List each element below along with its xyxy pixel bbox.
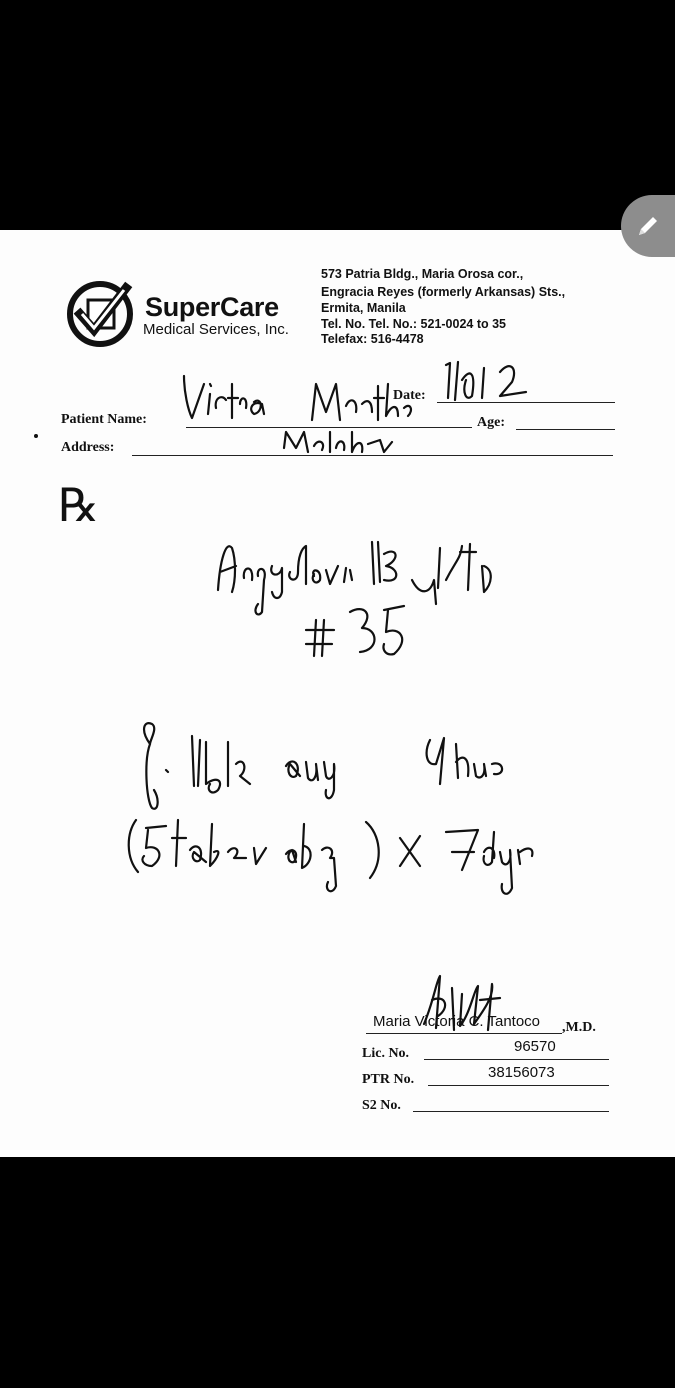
- date-label: Date:: [393, 388, 426, 403]
- ptr-line: [428, 1085, 609, 1086]
- clinic-subtitle: Medical Services, Inc.: [143, 321, 289, 338]
- address-line: Engracia Reyes (formerly Arkansas) Sts.,: [321, 285, 566, 299]
- license-value: 96570: [514, 1038, 556, 1055]
- doctor-name-line: [366, 1033, 562, 1034]
- license-line: [424, 1059, 609, 1060]
- s2-label: S2 No.: [362, 1098, 401, 1113]
- ptr-label: PTR No.: [362, 1072, 415, 1087]
- ptr-value: 38156073: [488, 1064, 555, 1081]
- address-line: Ermita, Manila: [321, 301, 406, 315]
- age-label: Age:: [477, 415, 505, 430]
- address-line: 573 Patria Bldg., Maria Orosa cor.,: [321, 267, 524, 281]
- license-label: Lic. No.: [362, 1046, 410, 1061]
- rx-symbol: ℞: [58, 480, 100, 531]
- address-label: Address:: [61, 440, 115, 455]
- doctor-suffix: ,M.D.: [562, 1020, 596, 1035]
- clinic-name: SuperCare: [145, 292, 279, 322]
- doctor-name: Maria Victoria C. Tantoco: [373, 1013, 541, 1030]
- s2-line: [413, 1111, 609, 1112]
- address-line: Tel. No. Tel. No.: 521-0024 to 35: [321, 317, 507, 331]
- address-line: Telefax: 516-4478: [321, 332, 424, 346]
- patient-name-label: Patient Name:: [61, 412, 147, 427]
